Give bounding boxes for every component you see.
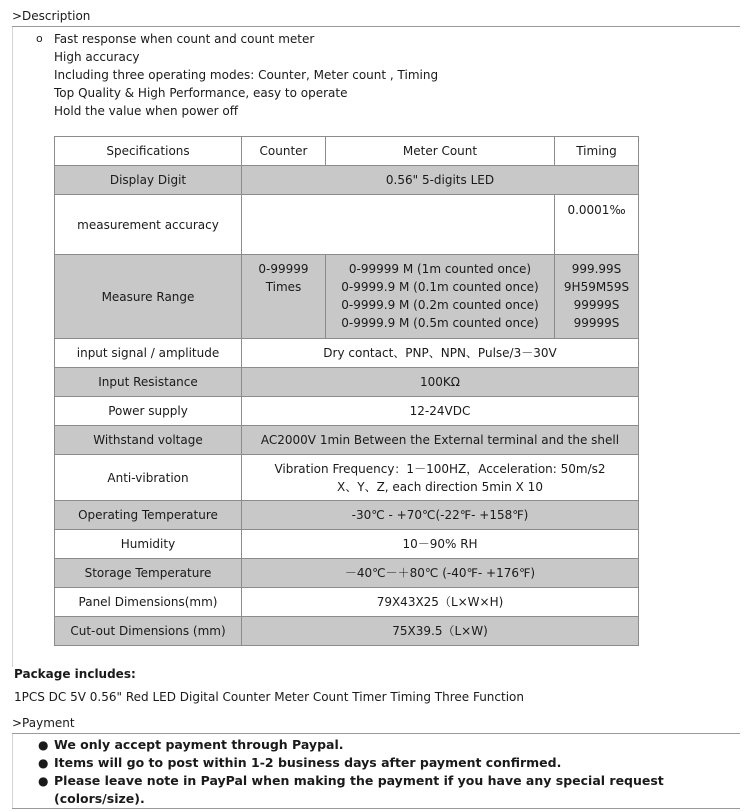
header-meter-count: Meter Count [326, 137, 555, 166]
table-row [55, 588, 639, 617]
header-counter: Counter [242, 137, 326, 166]
measure-range-timing [555, 255, 639, 339]
dot-bullet-icon: ● [38, 774, 49, 788]
dot-bullet-icon: ● [38, 756, 49, 770]
measure-range-meter [326, 255, 555, 339]
description-line: Top Quality & High Performance, easy to operate [54, 86, 348, 100]
timing-range-line: 999.99S [571, 262, 622, 276]
package-title: Package includes: [14, 667, 136, 681]
payment-line: We only accept payment through Paypal. [54, 737, 344, 752]
table-row [55, 530, 639, 559]
row-label: Measure Range [55, 255, 242, 339]
timing-range-line: 99999S [573, 316, 620, 330]
table-row [55, 339, 639, 368]
payment-side-line [12, 734, 13, 808]
list-item [36, 102, 438, 120]
list-item [36, 48, 438, 66]
meter-range-line: 0-9999.9 M (0.5m counted once) [341, 316, 539, 330]
row-value: 100KΩ [242, 368, 639, 397]
measure-range-counter [242, 255, 326, 339]
meter-range-line: 0-9999.9 M (0.1m counted once) [341, 280, 539, 294]
list-item [36, 84, 438, 102]
row-value [242, 455, 639, 501]
table-row [55, 455, 639, 501]
row-label: Input Resistance [55, 368, 242, 397]
package-line: 1PCS DC 5V 0.56" Red LED Digital Counter Meter Count Timer Timing Three Function [14, 690, 524, 704]
row-label: Withstand voltage [55, 426, 242, 455]
counter-range: 0-99999 [258, 262, 309, 276]
table-row [55, 195, 639, 255]
payment-header: >Payment [12, 713, 740, 734]
row-value: AC2000V 1min Between the External terminal and the shell [242, 426, 639, 455]
anti-vibration-line: X、Y、Z, each direction 5min X 10 [337, 479, 543, 494]
row-value: 79X43X25（L×W×H) [242, 588, 639, 617]
row-label: measurement accuracy [55, 195, 242, 255]
header-specifications: Specifications [55, 137, 242, 166]
row-label: Cut-out Dimensions (mm) [55, 617, 242, 646]
row-label: Panel Dimensions(mm) [55, 588, 242, 617]
row-value: -30℃ - +70℃(-22℉- +158℉) [242, 501, 639, 530]
description-line: Fast response when count and count meter [54, 32, 315, 46]
list-item [36, 772, 745, 806]
row-value-empty [242, 195, 555, 255]
row-value: 75X39.5（L×W) [242, 617, 639, 646]
row-value: 0.56" 5-digits LED [242, 166, 639, 195]
description-list [36, 30, 438, 120]
row-label: Storage Temperature [55, 559, 242, 588]
timing-range-line: 99999S [573, 298, 620, 312]
circle-bullet-icon: o [36, 32, 43, 45]
row-value: 12-24VDC [242, 397, 639, 426]
row-value: Dry contact、PNP、NPN、Pulse/3－30V [242, 339, 639, 368]
row-value: 10－90% RH [242, 530, 639, 559]
description-line: High accuracy [54, 50, 140, 64]
dot-bullet-icon: ● [38, 738, 49, 752]
header-timing: Timing [555, 137, 639, 166]
table-row [55, 501, 639, 530]
row-value: －40℃－＋80℃ (-40℉- +176℉) [242, 559, 639, 588]
table-row [55, 426, 639, 455]
table-row [55, 255, 639, 339]
payment-list [36, 736, 745, 806]
specifications-table [54, 136, 639, 646]
description-line: Including three operating modes: Counter, Meter count , Timing [54, 68, 439, 82]
table-row [55, 559, 639, 588]
anti-vibration-line: Vibration Frequency：1－100HZ，Acceleration: 50m/s2 [274, 461, 606, 476]
description-header: >Description [12, 6, 740, 27]
meter-range-line: 0-99999 M (1m counted once) [348, 262, 532, 276]
row-label: Display Digit [55, 166, 242, 195]
list-item [36, 754, 745, 772]
row-label: Operating Temperature [55, 501, 242, 530]
row-label: Power supply [55, 397, 242, 426]
table-row [55, 368, 639, 397]
description-side-line [12, 27, 13, 667]
table-row [55, 617, 639, 646]
row-label: Humidity [55, 530, 242, 559]
table-row [55, 397, 639, 426]
row-label: Anti-vibration [55, 455, 242, 501]
list-item [36, 66, 438, 84]
row-label: input signal / amplitude [55, 339, 242, 368]
timing-range-line: 9H59M59S [563, 280, 630, 294]
list-item [36, 736, 745, 754]
table-row [55, 166, 639, 195]
table-header-row [55, 137, 639, 166]
accuracy-timing-value: 0.0001‰ [555, 195, 639, 255]
list-item [36, 30, 438, 48]
description-line: Hold the value when power off [54, 104, 238, 118]
payment-line: Items will go to post within 1-2 business days after payment confirmed. [54, 755, 562, 770]
meter-range-line: 0-9999.9 M (0.2m counted once) [341, 298, 539, 312]
payment-line: Please leave note in PayPal when making the payment if you have any special request (colors/size). [54, 773, 664, 806]
bottom-divider [12, 808, 740, 809]
counter-unit: Times [265, 280, 302, 294]
